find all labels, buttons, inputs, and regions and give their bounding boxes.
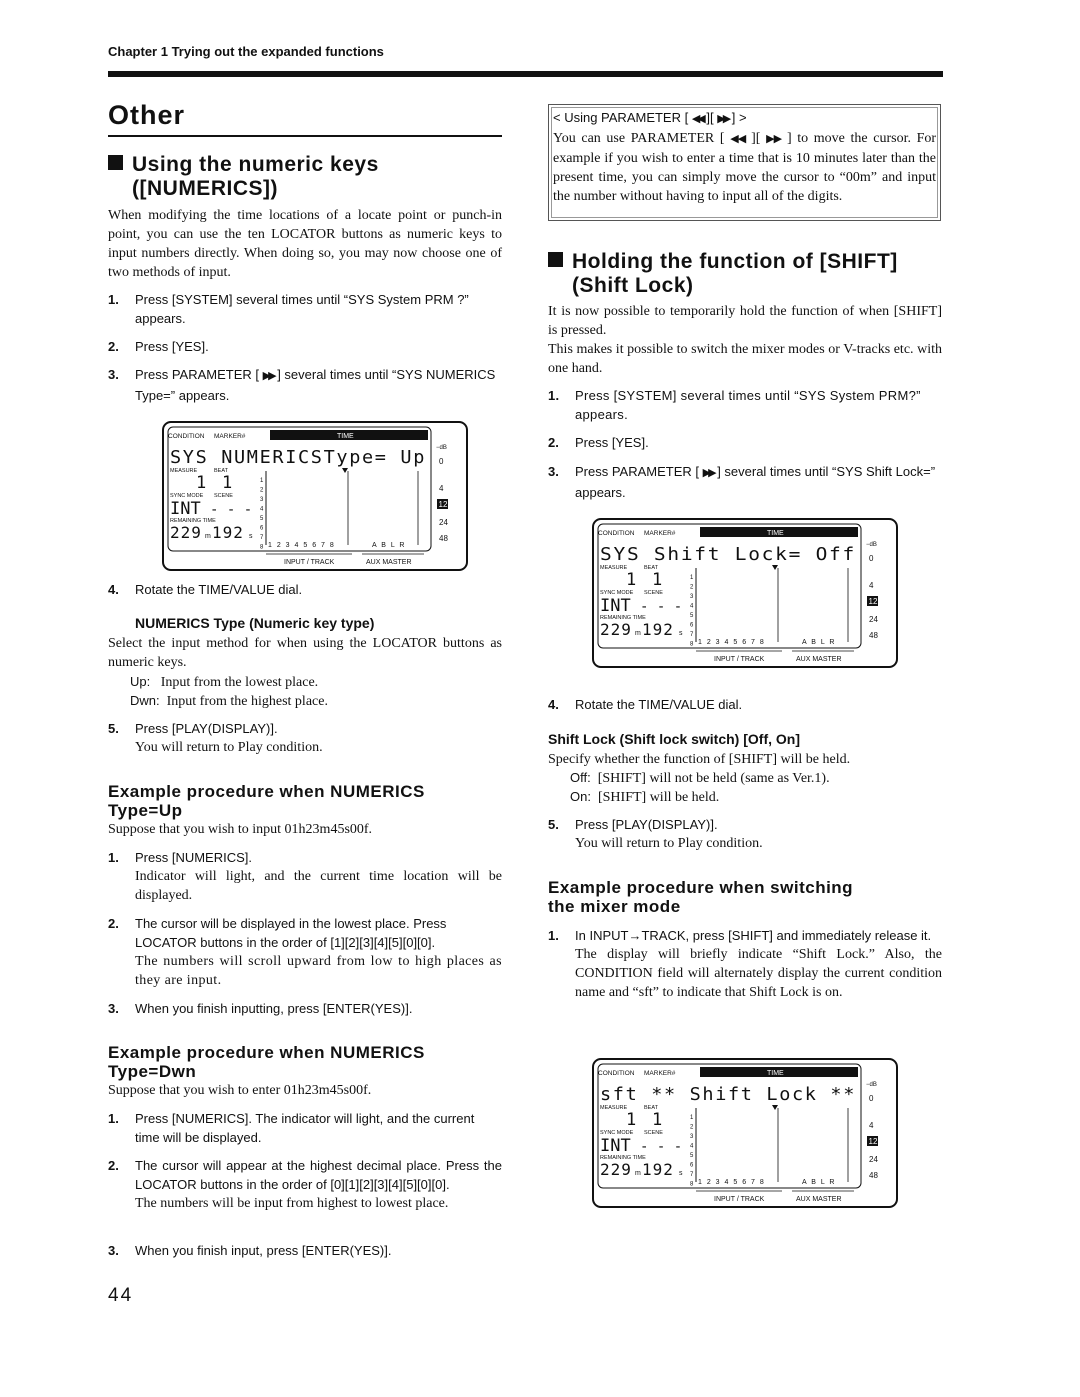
lcd-measure-value: 1 bbox=[626, 570, 637, 590]
lcd-row-number: 6 bbox=[690, 1162, 694, 1169]
lcd-row-number: 7 bbox=[260, 535, 264, 541]
lcd-scene-label: SCENE bbox=[214, 493, 233, 499]
lcd-remaining-a: 229 bbox=[600, 1160, 632, 1179]
lcd-aux-master-label: AUX MASTER bbox=[796, 1196, 842, 1203]
lcd-sync-value: INT bbox=[600, 1136, 631, 1156]
lcd-remaining-label: REMAINING TIME bbox=[170, 518, 216, 524]
option-off: Off: [SHIFT] will not be held (same as Ver.1). bbox=[570, 770, 830, 786]
lcd-db-label: −dB bbox=[866, 542, 877, 548]
lcd-remaining-m: m bbox=[635, 630, 641, 637]
lcd-row-number: 7 bbox=[690, 632, 694, 638]
lcd-measure-label: MEASURE bbox=[600, 1105, 628, 1111]
lcd-beat-value: 1 bbox=[652, 1110, 663, 1130]
lcd-db-label: −dB bbox=[866, 1082, 877, 1088]
shift-step-4: 4. Rotate the TIME/VALUE dial. bbox=[548, 697, 743, 712]
lcd-sync-value: INT bbox=[600, 596, 631, 616]
square-bullet-icon bbox=[108, 155, 123, 170]
lcd-row-number: 8 bbox=[690, 1181, 694, 1188]
fast-forward-icon: ▶▶ bbox=[766, 133, 782, 145]
lcd-display-shift-lock bbox=[592, 518, 898, 668]
lcd-row-number: 4 bbox=[690, 603, 694, 610]
lcd-remaining-a: 229 bbox=[600, 620, 632, 639]
shift-step-5: 5. Press [PLAY(DISPLAY)]. You will return to Play condition. bbox=[548, 817, 763, 851]
lcd-condition-label: CONDITION bbox=[598, 530, 635, 537]
lcd-measure-label: MEASURE bbox=[170, 468, 198, 474]
example-dwn-step-2: 2. The cursor will appear at the highest decimal place. Press the LOCATOR buttons in the order of [0][1][2][3][4][5][0][0]. The numbers will be input from highest to lowest place. bbox=[108, 1158, 502, 1211]
lcd-sync-label: SYNC MODE bbox=[600, 590, 634, 596]
example-dwn-step-1: 1. Press [NUMERICS]. The indicator will light, and the current time will be displayed. bbox=[108, 1111, 475, 1145]
lcd-time-label: TIME bbox=[767, 530, 784, 537]
page-number: 44 bbox=[108, 1285, 134, 1306]
mixer-step-1: 1. In INPUT→TRACK, press [SHIFT] and immediately release it. The display will briefly indicate “Shift Lock.” Also, the CONDITION field will alternately display the current condition name and “sft” to indicate that Shift Lock is on. bbox=[548, 928, 942, 1000]
lcd-scale-label: 48 bbox=[439, 534, 448, 543]
shift-intro-2: This makes it possible to switch the mixer modes or V-tracks etc. with one hand. bbox=[548, 342, 942, 376]
lcd-input-track-label: INPUT / TRACK bbox=[714, 1196, 765, 1203]
lcd-aux-master-label: AUX MASTER bbox=[796, 656, 842, 663]
lcd-condition-label: CONDITION bbox=[598, 1070, 635, 1077]
lcd-beat-label: BEAT bbox=[644, 565, 658, 571]
lcd-row-number: 2 bbox=[690, 1124, 694, 1131]
shift-intro-1: It is now possible to temporarily hold the function of when [SHIFT] is pressed. bbox=[548, 304, 942, 338]
lcd-track-numbers: 1 2 3 4 5 6 7 8 bbox=[698, 639, 766, 646]
lcd-scale-label: 12 bbox=[438, 500, 448, 509]
example-up-step-1: 1. Press [NUMERICS]. Indicator will light, and the current time location will be displayed. bbox=[108, 850, 502, 903]
lcd-row-number: 2 bbox=[690, 584, 694, 591]
shift-step-2: 2. Press [YES]. bbox=[548, 435, 649, 450]
parameter-note-text: You can use PARAMETER [ ◀◀ ][ ▶▶ ] to move the cursor. For example if you wish to enter a time that is 10 minutes later than the present time, you can simply move the cursor to “00m” and input the number without having to input all of the digits. bbox=[553, 131, 937, 204]
fast-forward-icon: ▶▶ bbox=[702, 467, 714, 479]
lcd-scale-label: 4 bbox=[439, 484, 444, 493]
lcd-remaining-label: REMAINING TIME bbox=[600, 615, 646, 621]
square-bullet-icon bbox=[548, 252, 563, 267]
lcd-main-text: SYS NUMERICSType= Up bbox=[170, 447, 426, 468]
example-up-step-2: 2. The cursor will be displayed in the lowest place. Press LOCATOR buttons in the order of [1][2][3][4][5][0][0]. The numbers will scroll upward from low to high places as they are input. bbox=[108, 916, 502, 988]
shift-param-title: Shift Lock (Shift lock switch) [Off, On] bbox=[548, 731, 800, 747]
lcd-marker-label: MARKER# bbox=[644, 1070, 676, 1077]
example-mixer-title: Example procedure when switching the mixer mode bbox=[548, 878, 854, 916]
lcd-remaining-b: 192 bbox=[642, 1160, 674, 1179]
lcd-row-number: 5 bbox=[260, 516, 264, 522]
lcd-input-track-label: INPUT / TRACK bbox=[284, 559, 335, 566]
lcd-scene-label: SCENE bbox=[644, 590, 663, 596]
lcd-remaining-m: m bbox=[635, 1170, 641, 1177]
lcd-remaining-s: s bbox=[679, 630, 683, 637]
lcd-scale-label: 12 bbox=[868, 1137, 878, 1146]
lcd-row-number: 4 bbox=[690, 1143, 694, 1150]
title-rule bbox=[108, 135, 502, 137]
lcd-scene-label: SCENE bbox=[644, 1130, 663, 1136]
lcd-track-numbers: 1 2 3 4 5 6 7 8 bbox=[268, 542, 336, 549]
lcd-row-number: 3 bbox=[690, 594, 694, 600]
lcd-main-text: SYS Shift Lock= Off bbox=[600, 544, 856, 565]
section-title-shift-lock: Holding the function of [SHIFT] (Shift Lock) bbox=[548, 250, 948, 298]
lcd-ab-lr: A B L R bbox=[802, 1179, 836, 1186]
lcd-display-numerics bbox=[162, 421, 468, 571]
example-up-intro: Suppose that you wish to input 01h23m45s00f. bbox=[108, 822, 373, 837]
lcd-scale-label: 24 bbox=[439, 518, 448, 527]
numerics-step-2: 2. Press [YES]. bbox=[108, 339, 209, 354]
lcd-time-label: TIME bbox=[337, 433, 354, 440]
lcd-row-number: 8 bbox=[260, 544, 264, 551]
parameter-note-box bbox=[548, 104, 941, 221]
example-dwn-intro: Suppose that you wish to enter 01h23m45s00f. bbox=[108, 1083, 372, 1098]
lcd-scene-value: - - - bbox=[640, 599, 683, 615]
lcd-scale-label: 0 bbox=[869, 554, 874, 563]
lcd-row-number: 5 bbox=[690, 1153, 694, 1159]
lcd-beat-value: 1 bbox=[652, 570, 663, 590]
lcd-scene-value: - - - bbox=[640, 1139, 683, 1155]
numerics-step-3: 3. Press PARAMETER [ ▶▶ ] several times until “SYS NUMERICS Type=” appears. bbox=[108, 367, 496, 403]
lcd-track-numbers: 1 2 3 4 5 6 7 8 bbox=[698, 1179, 766, 1186]
lcd-scale-label: 4 bbox=[869, 581, 874, 590]
numerics-step-1: 1. Press [SYSTEM] several times until “SYS System PRM ?” appears. bbox=[108, 292, 469, 326]
lcd-marker-label: MARKER# bbox=[644, 530, 676, 537]
lcd-remaining-b: 192 bbox=[212, 523, 244, 542]
rewind-icon: ◀◀ bbox=[730, 133, 746, 145]
numerics-param-title: NUMERICS Type (Numeric key type) bbox=[135, 615, 375, 631]
lcd-ab-lr: A B L R bbox=[802, 639, 836, 646]
option-dwn: Dwn: Input from the highest place. bbox=[130, 693, 328, 709]
lcd-row-number: 1 bbox=[690, 575, 694, 581]
example-up-step-3: 3. When you finish inputting, press [ENTER(YES)]. bbox=[108, 1001, 413, 1016]
lcd-aux-master-label: AUX MASTER bbox=[366, 559, 412, 566]
lcd-remaining-a: 229 bbox=[170, 523, 202, 542]
chapter-header: Chapter 1 Trying out the expanded functions bbox=[108, 44, 384, 59]
lcd-scale-label: 48 bbox=[869, 1171, 878, 1180]
section-title-numerics: Using the numeric keys ([NUMERICS]) bbox=[108, 153, 508, 201]
lcd-row-number: 4 bbox=[260, 506, 264, 513]
lcd-remaining-m: m bbox=[205, 533, 211, 540]
example-dwn-step-3: 3. When you finish input, press [ENTER(YES)]. bbox=[108, 1243, 392, 1258]
lcd-row-number: 1 bbox=[260, 478, 264, 484]
lcd-remaining-b: 192 bbox=[642, 620, 674, 639]
lcd-row-number: 1 bbox=[690, 1115, 694, 1121]
lcd-measure-label: MEASURE bbox=[600, 565, 628, 571]
fast-forward-icon: ▶▶ bbox=[262, 370, 274, 382]
lcd-row-number: 6 bbox=[260, 525, 264, 532]
page-title: Other bbox=[108, 100, 186, 130]
lcd-row-number: 7 bbox=[690, 1172, 694, 1178]
rewind-icon: ◀◀ bbox=[691, 113, 703, 125]
lcd-sync-label: SYNC MODE bbox=[170, 493, 204, 499]
lcd-beat-label: BEAT bbox=[644, 1105, 658, 1111]
lcd-remaining-label: REMAINING TIME bbox=[600, 1155, 646, 1161]
lcd-row-number: 6 bbox=[690, 622, 694, 629]
lcd-row-number: 3 bbox=[690, 1134, 694, 1140]
lcd-beat-label: BEAT bbox=[214, 468, 228, 474]
lcd-sync-label: SYNC MODE bbox=[600, 1130, 634, 1136]
lcd-scale-label: 48 bbox=[869, 631, 878, 640]
shift-param-desc: Specify whether the function of [SHIFT] will be held. bbox=[548, 752, 851, 767]
example-dwn-title: Example procedure when NUMERICS Type=Dwn bbox=[108, 1043, 425, 1081]
lcd-scale-label: 12 bbox=[868, 597, 878, 606]
shift-step-3: 3. Press PARAMETER [ ▶▶ ] several times until “SYS Shift Lock=” appears. bbox=[548, 464, 936, 500]
lcd-db-label: −dB bbox=[436, 445, 447, 451]
lcd-row-number: 8 bbox=[690, 641, 694, 648]
lcd-input-track-label: INPUT / TRACK bbox=[714, 656, 765, 663]
lcd-scale-label: 24 bbox=[869, 615, 878, 624]
lcd-scale-label: 24 bbox=[869, 1155, 878, 1164]
lcd-beat-value: 1 bbox=[222, 473, 233, 493]
option-up: Up: Input from the lowest place. bbox=[130, 674, 319, 690]
lcd-measure-value: 1 bbox=[626, 1110, 637, 1130]
lcd-row-number: 5 bbox=[690, 613, 694, 619]
lcd-row-number: 2 bbox=[260, 487, 264, 494]
lcd-condition-label: CONDITION bbox=[168, 433, 205, 440]
lcd-time-label: TIME bbox=[767, 1070, 784, 1077]
parameter-note-title: < Using PARAMETER [ ◀◀ ][ ▶▶ ] > bbox=[553, 110, 747, 125]
lcd-main-text: sft ** Shift Lock ** bbox=[600, 1084, 856, 1105]
lcd-remaining-s: s bbox=[679, 1170, 683, 1177]
lcd-scale-label: 4 bbox=[869, 1121, 874, 1130]
lcd-measure-value: 1 bbox=[196, 473, 207, 493]
numerics-step-4: 4. Rotate the TIME/VALUE dial. bbox=[108, 582, 303, 597]
lcd-sync-value: INT bbox=[170, 499, 201, 519]
example-up-title: Example procedure when NUMERICS Type=Up bbox=[108, 782, 425, 820]
lcd-display-sft bbox=[592, 1058, 898, 1208]
option-on: On: [SHIFT] will be held. bbox=[570, 789, 720, 805]
lcd-remaining-s: s bbox=[249, 533, 253, 540]
header-rule bbox=[108, 71, 943, 77]
numerics-intro: When modifying the time locations of a locate point or punch-in point, you can use the ten LOCATOR buttons as numeric keys to input numbers directly. When doing so, you may now choose one of two methods of input. bbox=[108, 208, 502, 280]
lcd-scale-label: 0 bbox=[869, 1094, 874, 1103]
lcd-scale-label: 0 bbox=[439, 457, 444, 466]
lcd-scene-value: - - - bbox=[210, 502, 253, 518]
fast-forward-icon: ▶▶ bbox=[717, 113, 729, 125]
lcd-ab-lr: A B L R bbox=[372, 542, 406, 549]
lcd-marker-label: MARKER# bbox=[214, 433, 246, 440]
numerics-param-desc: Select the input method for when using the LOCATOR buttons as numeric keys. bbox=[108, 636, 502, 670]
shift-step-1: 1. Press [SYSTEM] several times until “SYS System PRM?” appears. bbox=[548, 388, 921, 422]
numerics-step-5: 5. Press [PLAY(DISPLAY)]. You will return to Play condition. bbox=[108, 721, 323, 755]
lcd-row-number: 3 bbox=[260, 497, 264, 503]
